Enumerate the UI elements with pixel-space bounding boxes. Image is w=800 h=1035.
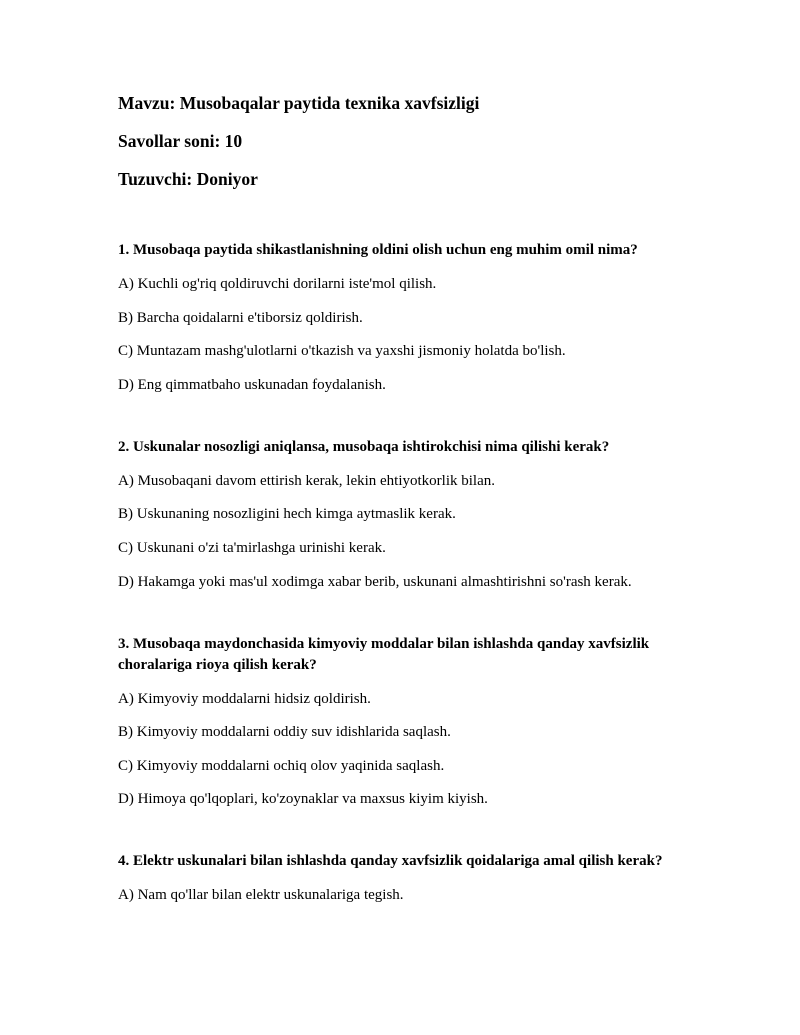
question-4 (118, 851, 710, 905)
answer-option-a: A) Nam qo'llar bilan elektr uskunalariga tegish. (118, 887, 404, 904)
topic-title: Mavzu: Musobaqalar paytida texnika xavfsizligi (118, 93, 480, 113)
document-header (118, 92, 710, 190)
answer-option-b: B) Kimyoviy moddalarni oddiy suv idishlarida saqlash. (118, 724, 451, 741)
answer-option-c: C) Uskunani o'zi ta'mirlashga urinishi kerak. (118, 539, 386, 556)
answer-option-a: A) Kimyoviy moddalarni hidsiz qoldirish. (118, 690, 371, 707)
answer-option-d: D) Eng qimmatbaho uskunadan foydalanish. (118, 376, 386, 393)
answer-option-c: C) Muntazam mashg'ulotlarni o'tkazish va yaxshi jismoniy holatda bo'lish. (118, 343, 566, 360)
answer-option-d: D) Hakamga yoki mas'ul xodimga xabar berib, uskunani almashtirishni so'rash kerak. (118, 573, 632, 590)
answer-option-b: B) Barcha qoidalarni e'tiborsiz qoldirish. (118, 309, 363, 326)
question-text: 3. Musobaqa maydonchasida kimyoviy moddalar bilan ishlashda qanday xavfsizlik choralariga rioya qilish kerak? (118, 635, 650, 673)
answer-option-d: D) Himoya qo'lqoplari, ko'zoynaklar va maxsus kiyim kiyish. (118, 791, 488, 808)
question-1 (118, 240, 710, 395)
question-2 (118, 437, 710, 592)
answer-option-c: C) Kimyoviy moddalarni ochiq olov yaqinida saqlash. (118, 757, 445, 774)
answer-option-a: A) Kuchli og'riq qoldiruvchi dorilarni iste'mol qilish. (118, 276, 437, 292)
question-3 (118, 634, 710, 810)
answer-option-a: A) Musobaqani davom ettirish kerak, lekin ehtiyotkorlik bilan. (118, 472, 496, 489)
answer-option-b: B) Uskunaning nosozligini hech kimga aytmaslik kerak. (118, 506, 456, 523)
question-count: Savollar soni: 10 (118, 131, 243, 151)
author-line: Tuzuvchi: Doniyor (118, 169, 258, 189)
question-text: 1. Musobaqa paytida shikastlanishning oldini olish uchun eng muhim omil nima? (118, 242, 638, 258)
question-text: 2. Uskunalar nosozligi aniqlansa, musobaqa ishtirokchisi nima qilishi kerak? (118, 438, 610, 455)
question-text: 4. Elektr uskunalari bilan ishlashda qanday xavfsizlik qoidalariga amal qilish kerak? (118, 853, 663, 870)
